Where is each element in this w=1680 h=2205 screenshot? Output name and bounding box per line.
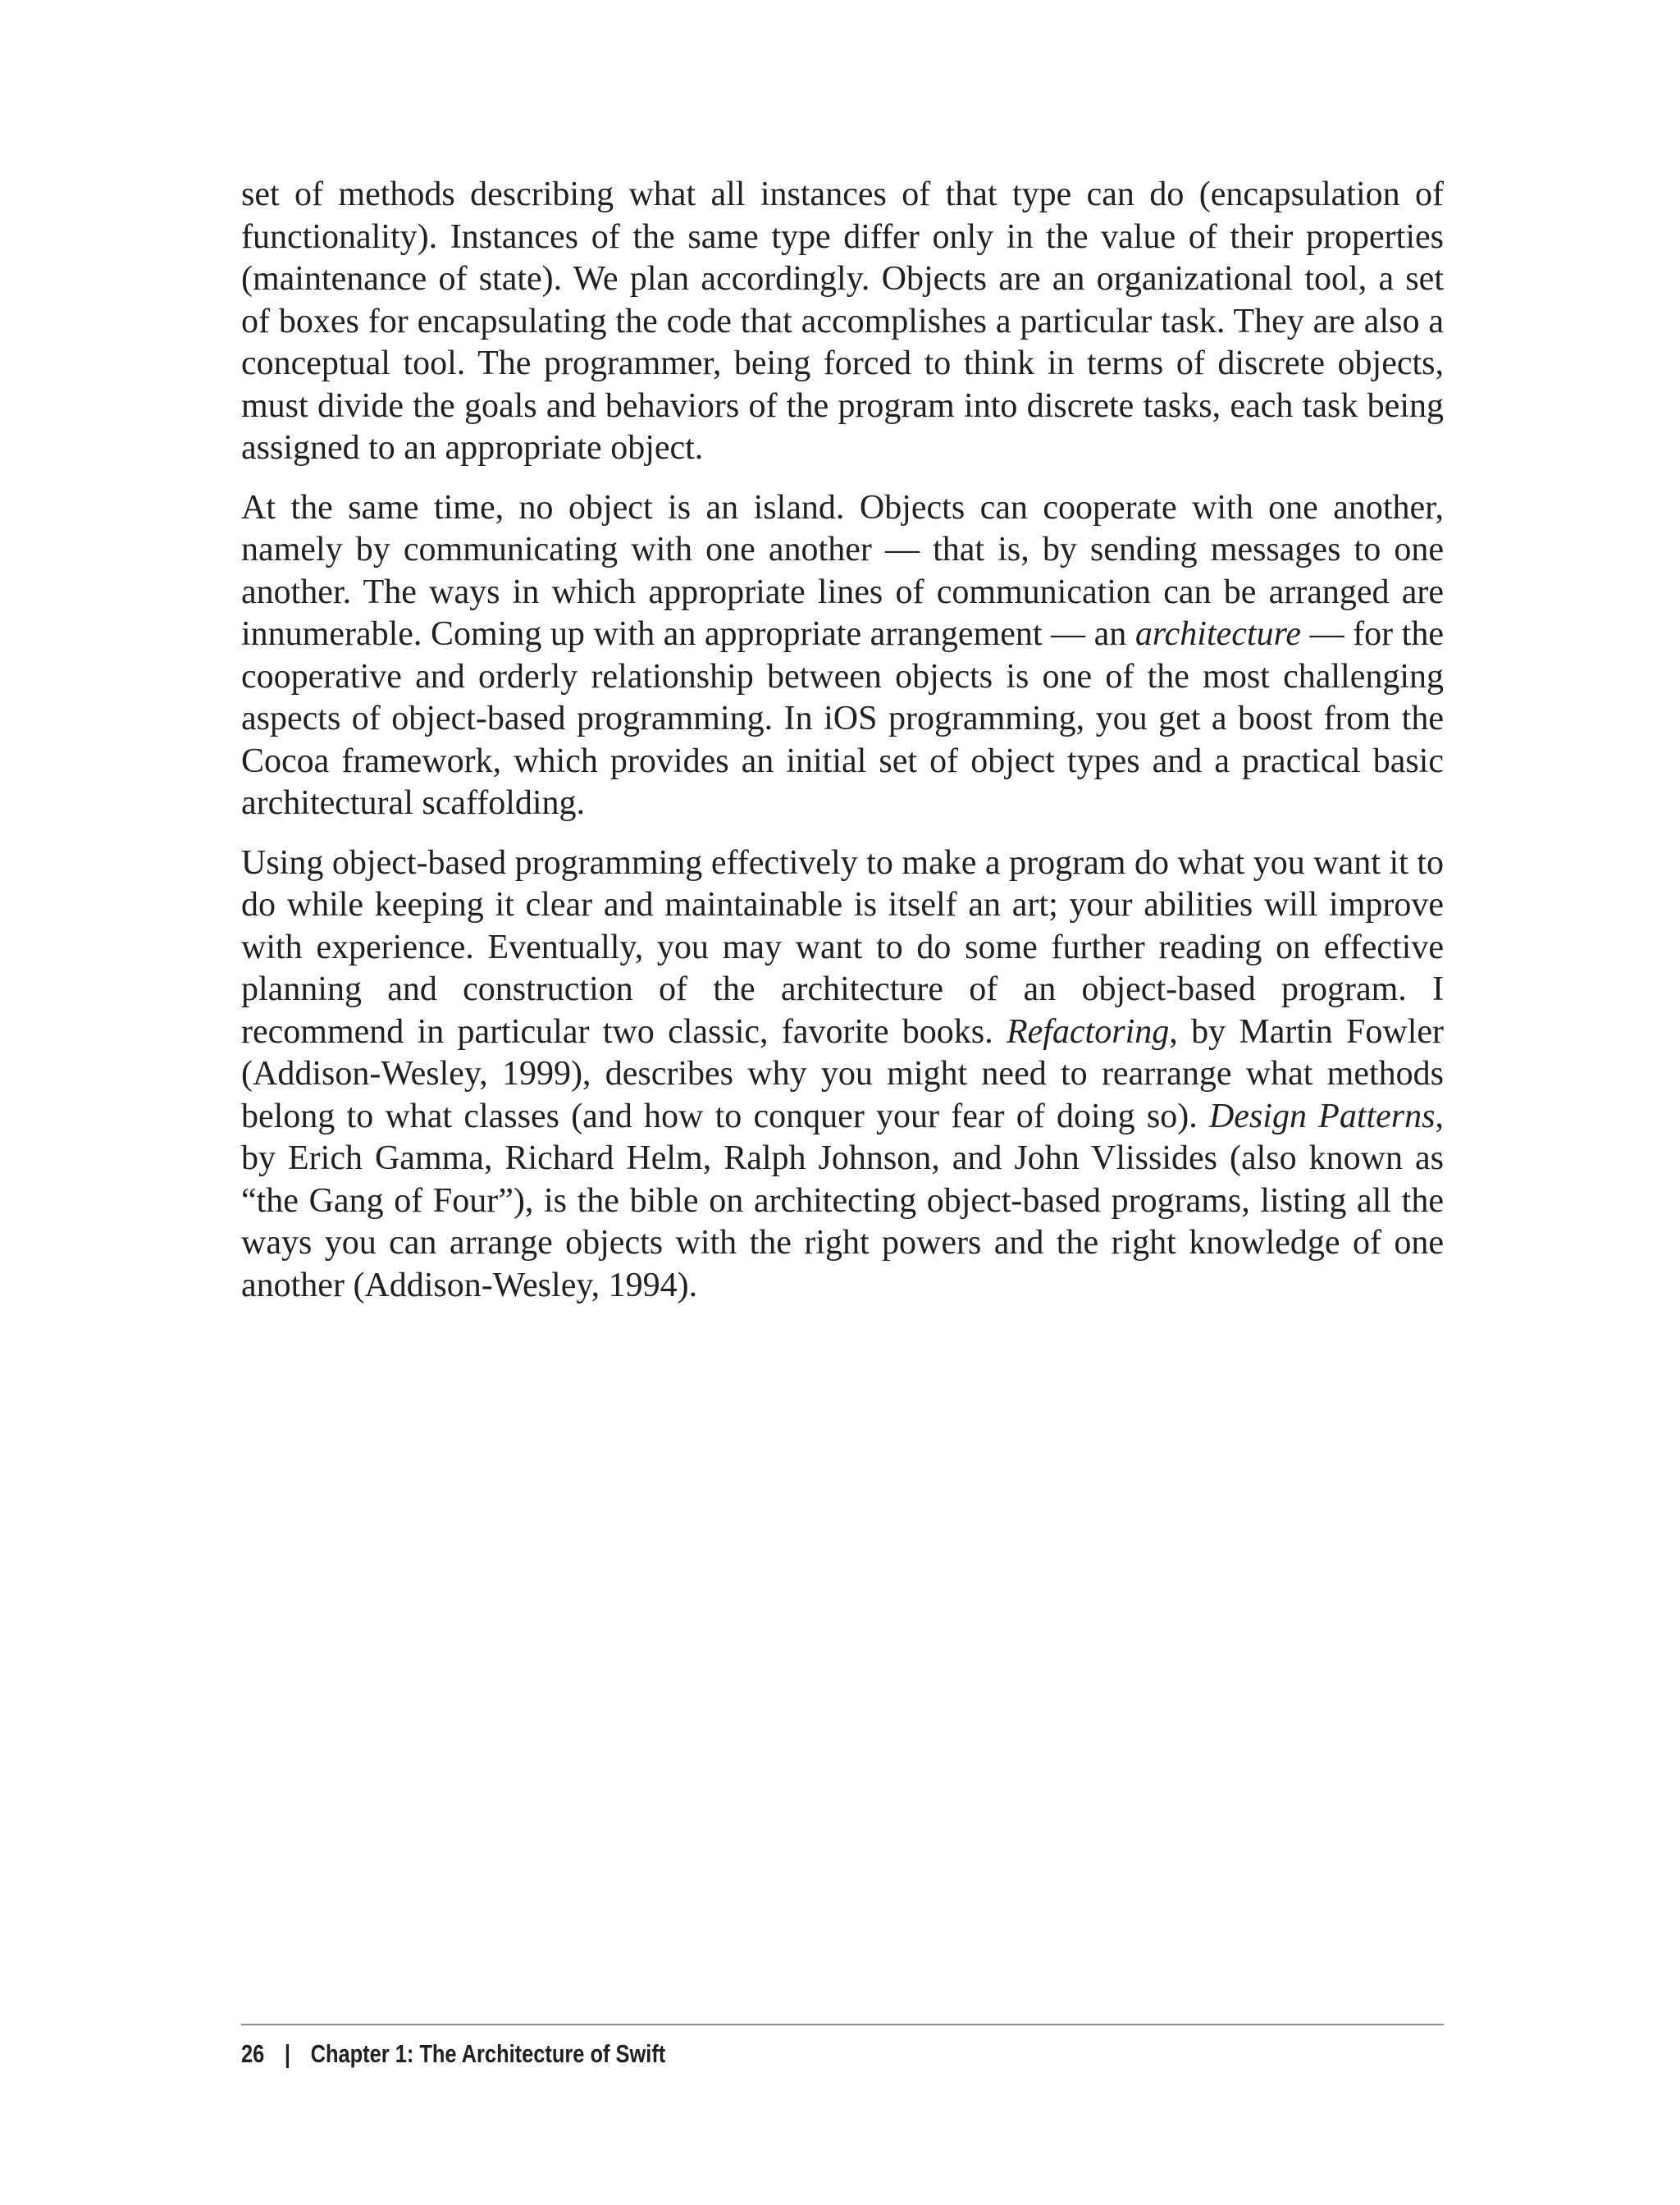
paragraph-2 bbox=[241, 487, 1444, 825]
book-title-refactoring: Refactoring bbox=[1006, 1012, 1170, 1051]
paragraph-2-text-a: At the same time, no object is an island. Objects can cooperate with one another, namely by communicating with one another — that is, by sending messages to one another. The ways in which appropriate lines of communication can be arranged are innumerable. Coming up with an appropriate arrangement — an bbox=[241, 488, 1444, 653]
footer-separator: | bbox=[284, 2039, 291, 2068]
chapter-title: Chapter 1: The Architecture of Swift bbox=[310, 2039, 666, 2068]
page-number: 26 bbox=[241, 2039, 265, 2068]
paragraph-2-text-b: — for the cooperative and orderly relationship between objects is one of the most challenging aspects of object-based programming. In iOS programming, you get a boost from the Cocoa framework, which provides an initial set of object types and a practical basic architectural scaffolding. bbox=[241, 615, 1444, 822]
paragraph-3-text-b: , by Martin Fowler (Addison-Wesley, 1999), describes why you might need to rearrange what methods belong to what classes (and how to conquer your fear of doing so). bbox=[241, 1012, 1445, 1135]
page-footer bbox=[241, 2036, 665, 2072]
body-text bbox=[241, 174, 1444, 1324]
book-title-design-patterns: Design Patterns bbox=[1208, 1097, 1436, 1135]
paragraph-3 bbox=[241, 842, 1444, 1308]
paragraph-3-text-a: Using object-based programming effectively to make a program do what you want it to do while keeping it clear and maintainable is itself an art; your abilities will improve with experience. Eventually, you may want to do some further reading on effective planning and construction of the architecture of an object-based program. I recommend in particular two classic, favorite books. bbox=[241, 843, 1444, 1051]
paragraph-1 bbox=[241, 174, 1444, 470]
emphasis-architecture: architecture bbox=[1134, 615, 1302, 653]
footer-divider bbox=[241, 2024, 1444, 2025]
paragraph-1-text: set of methods describing what all instances of that type can do (encapsulation of functionality). Instances of the same type differ only in the value of their properties (maintenance of state). We plan accordingly. Objects are an organizational tool, a set of boxes for encapsulating the code that accomplishes a particular task. They are also a conceptual tool. The programmer, being forced to think in terms of discrete objects, must divide the goals and behaviors of the program into discrete tasks, each task being assigned to an appropriate object. bbox=[241, 176, 1444, 467]
paragraph-3-text-c: , by Erich Gamma, Richard Helm, Ralph Johnson, and John Vlissides (also known as “the Gang of Four”), is the bible on architecting object-based programs, listing all the ways you can arrange objects with the right powers and the right knowledge of one another (Addison-Wesley, 1994). bbox=[241, 1097, 1445, 1304]
